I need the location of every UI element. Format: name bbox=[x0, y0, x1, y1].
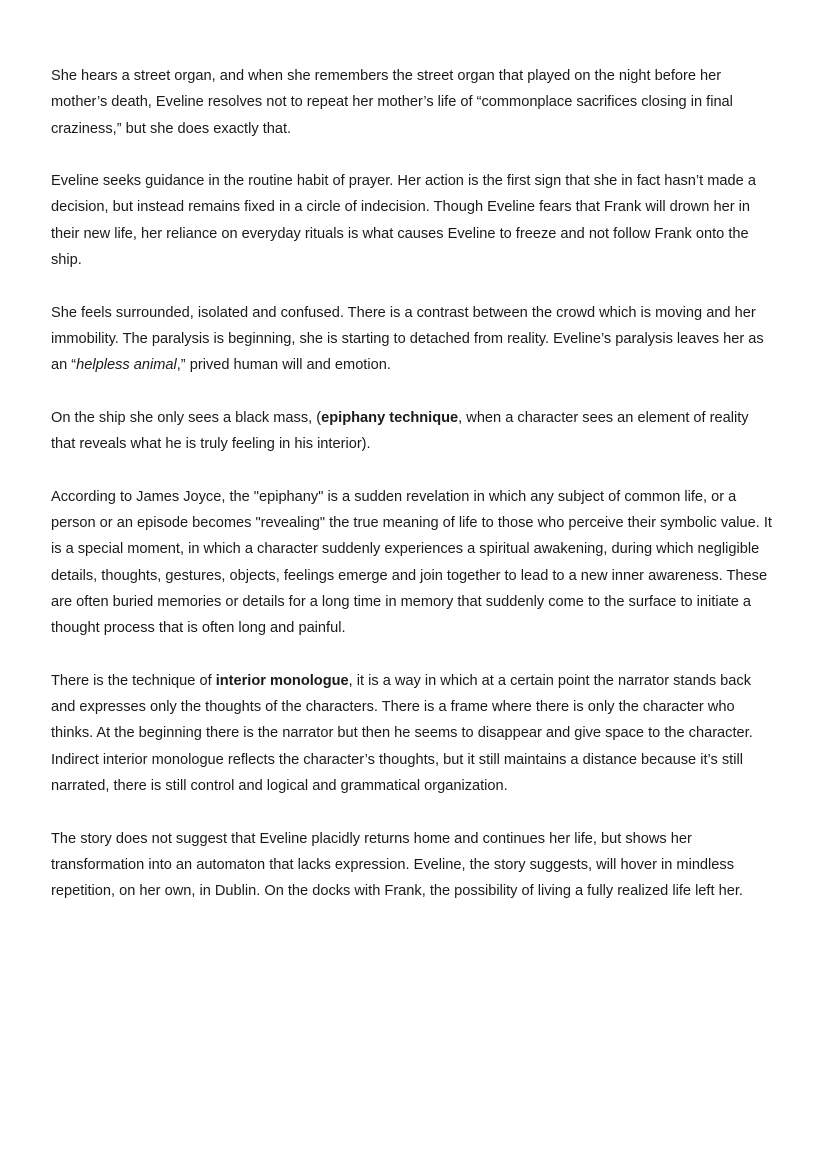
text-segment: There is the technique of bbox=[51, 672, 216, 689]
text-segment: She hears a street organ, and when she remembers the street organ that played on the night before her mother’s death, Eveline resolves not to repeat her mother’s life of “commonplace sacrifices closing in final craziness,” but she does exactly that. bbox=[51, 68, 733, 137]
bold-term-interior-monologue: interior monologue bbox=[215, 672, 349, 689]
text-segment: , when a character sees an element of reality that reveals what he is truly feeling in his interior). bbox=[51, 409, 749, 453]
paragraph-paralysis bbox=[51, 300, 776, 379]
text-segment: On the ship she only sees a black mass, ( bbox=[51, 409, 322, 426]
paragraph-street-organ bbox=[51, 63, 776, 142]
paragraph-prayer bbox=[51, 168, 776, 273]
paragraph-epiphany-definition bbox=[51, 484, 776, 642]
bold-term-epiphany: epiphany technique bbox=[321, 409, 459, 426]
text-segment: The story does not suggest that Eveline placidly returns home and continues her life, but shows her transformation into an automaton that lacks expression. Eveline, the story suggests, will hover in mindless repetition, on her own, in Dublin. On the docks with Frank, the possibility of living a fully realized life left her. bbox=[51, 830, 743, 900]
paragraph-interior-monologue bbox=[51, 668, 776, 799]
text-segment: According to James Joyce, the "epiphany" is a sudden revelation in which any subject of common life, or a person or an episode becomes "revealing" the true meaning of life to those who perceive their symbolic value. It is a special moment, in which a character suddenly experiences a spiritual awakening, during which negligible details, thoughts, gestures, objects, feelings emerge and join together to lead to a new inner awareness. These are often buried memories or details for a long time in memory that suddenly come to the surface to initiate a thought process that is often long and painful. bbox=[51, 488, 772, 637]
paragraph-conclusion bbox=[51, 826, 776, 905]
italic-quote: helpless animal bbox=[76, 357, 177, 374]
text-segment: Eveline seeks guidance in the routine habit of prayer. Her action is the first sign that she in fact hasn’t made a decision, but instead remains fixed in a circle of indecision. Though Eveline fears that Frank will drown her in their new life, her reliance on everyday rituals is what causes Eveline to freeze and not follow Frank onto the ship. bbox=[51, 173, 756, 269]
paragraph-black-mass bbox=[51, 405, 776, 458]
text-segment: She feels surrounded, isolated and confused. There is a contrast between the crowd which is moving and her immobility. The paralysis is beginning, she is starting to detached from reality. Eveline’s paralysis leaves her as an “ bbox=[51, 304, 764, 374]
text-segment: ,” prived human will and emotion. bbox=[176, 357, 391, 374]
text-segment: , it is a way in which at a certain point the narrator stands back and expresses only the thoughts of the characters. There is a frame where there is only the character who thinks. At the beginning there is the narrator but then he seems to disappear and give space to the character. Indirect interior monologue reflects the character’s thoughts, but it still maintains a distance because it’s still narrated, there is still control and logical and grammatical organization. bbox=[51, 672, 753, 795]
